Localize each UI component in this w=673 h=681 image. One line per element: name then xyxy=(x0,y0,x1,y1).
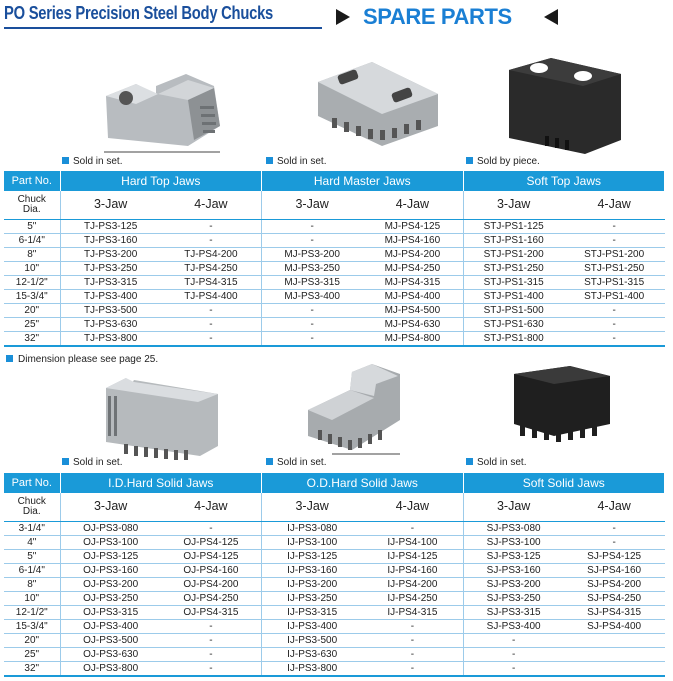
jaw-subheader-row xyxy=(4,191,665,219)
caption-sold-in-set: Sold in set. xyxy=(62,457,122,468)
part-number-cell: TJ-PS4-250 xyxy=(161,261,262,275)
part-number-cell: MJ-PS4-800 xyxy=(362,331,463,346)
chuck-dia-cell: 32" xyxy=(4,331,60,346)
soft-solid-jaw-image xyxy=(510,362,614,446)
part-number-cell: - xyxy=(564,535,665,549)
part-number-cell: MJ-PS4-250 xyxy=(362,261,463,275)
table-row xyxy=(4,633,665,647)
hard-top-jaw-image xyxy=(96,66,230,156)
part-number-cell: TJ-PS4-315 xyxy=(161,275,262,289)
jaw-label: 4-Jaw xyxy=(564,493,665,521)
part-number-cell: SJ-PS3-125 xyxy=(463,549,564,563)
table-row xyxy=(4,233,665,247)
part-number-cell: IJ-PS4-315 xyxy=(362,605,463,619)
jaw-label: 3-Jaw xyxy=(60,493,161,521)
part-number-cell: - xyxy=(161,331,262,346)
jaw-label: 3-Jaw xyxy=(262,493,363,521)
part-number-cell: OJ-PS4-125 xyxy=(161,549,262,563)
table-row xyxy=(4,275,665,289)
chuck-dia-cell: 20" xyxy=(4,303,60,317)
part-number-cell: - xyxy=(564,303,665,317)
part-number-cell: MJ-PS3-200 xyxy=(262,247,363,261)
part-number-cell: MJ-PS3-315 xyxy=(262,275,363,289)
part-number-cell: IJ-PS4-125 xyxy=(362,549,463,563)
jaw-label: 4-Jaw xyxy=(362,493,463,521)
part-number-cell: - xyxy=(362,647,463,661)
table-row xyxy=(4,661,665,676)
part-number-cell: SJ-PS4-250 xyxy=(564,591,665,605)
part-number-cell: SJ-PS4-125 xyxy=(564,549,665,563)
chuck-dia-header: Chuck Dia. xyxy=(4,493,60,521)
caption-sold-in-set: Sold in set. xyxy=(466,457,526,468)
part-number-cell: SJ-PS3-100 xyxy=(463,535,564,549)
bullet-square-icon xyxy=(266,458,273,465)
title-underline xyxy=(4,27,322,29)
part-number-cell: - xyxy=(362,521,463,535)
chuck-dia-cell: 15-3/4" xyxy=(4,289,60,303)
part-number-cell: IJ-PS3-160 xyxy=(262,563,363,577)
part-number-cell: SJ-PS3-400 xyxy=(463,619,564,633)
table-header-row xyxy=(4,473,665,493)
arrow-left-icon xyxy=(544,9,558,25)
group-header: O.D.Hard Solid Jaws xyxy=(262,473,464,493)
part-number-cell xyxy=(564,661,665,676)
part-number-cell: STJ-PS1-160 xyxy=(463,233,564,247)
part-number-cell: - xyxy=(564,317,665,331)
part-number-cell: IJ-PS4-160 xyxy=(362,563,463,577)
part-number-cell: OJ-PS4-160 xyxy=(161,563,262,577)
part-number-cell: OJ-PS3-100 xyxy=(60,535,161,549)
part-number-cell: SJ-PS4-160 xyxy=(564,563,665,577)
part-number-cell: OJ-PS3-080 xyxy=(60,521,161,535)
part-number-cell: SJ-PS4-200 xyxy=(564,577,665,591)
part-number-cell: SJ-PS3-080 xyxy=(463,521,564,535)
part-number-cell: - xyxy=(161,317,262,331)
part-number-cell: TJ-PS3-630 xyxy=(60,317,161,331)
part-number-cell: IJ-PS3-125 xyxy=(262,549,363,563)
part-number-cell: - xyxy=(161,661,262,676)
table-header-row xyxy=(4,171,665,191)
part-number-cell: IJ-PS3-400 xyxy=(262,619,363,633)
part-number-cell: STJ-PS1-250 xyxy=(463,261,564,275)
part-number-cell: - xyxy=(564,219,665,233)
part-number-cell: IJ-PS3-250 xyxy=(262,591,363,605)
part-number-cell: IJ-PS4-200 xyxy=(362,577,463,591)
part-number-cell: TJ-PS3-400 xyxy=(60,289,161,303)
part-number-cell: OJ-PS3-800 xyxy=(60,661,161,676)
part-number-cell: OJ-PS4-125 xyxy=(161,535,262,549)
part-number-cell: SJ-PS3-200 xyxy=(463,577,564,591)
chuck-dia-cell: 3-1/4" xyxy=(4,521,60,535)
part-number-cell: OJ-PS3-160 xyxy=(60,563,161,577)
part-number-cell: - xyxy=(161,619,262,633)
part-number-cell: - xyxy=(362,633,463,647)
chuck-dia-cell: 4" xyxy=(4,535,60,549)
part-number-cell: - xyxy=(262,317,363,331)
group-header: Soft Top Jaws xyxy=(463,171,665,191)
page-subtitle: SPARE PARTS xyxy=(363,4,512,29)
jaw-label: 3-Jaw xyxy=(463,493,564,521)
part-no-header: Part No. xyxy=(4,473,60,493)
chuck-dia-cell: 32" xyxy=(4,661,60,676)
part-number-cell: - xyxy=(161,521,262,535)
jaw-label: 4-Jaw xyxy=(161,493,262,521)
page-title: PO Series Precision Steel Body Chucks xyxy=(4,3,273,23)
table-row xyxy=(4,219,665,233)
group-header: Hard Top Jaws xyxy=(60,171,262,191)
chuck-dia-cell: 25" xyxy=(4,317,60,331)
part-number-cell: TJ-PS3-125 xyxy=(60,219,161,233)
part-number-cell: IJ-PS3-100 xyxy=(262,535,363,549)
table-row xyxy=(4,591,665,605)
part-number-cell: MJ-PS4-500 xyxy=(362,303,463,317)
part-number-cell: STJ-PS1-125 xyxy=(463,219,564,233)
part-number-cell: - xyxy=(262,233,363,247)
caption-sold-in-set: Sold in set. xyxy=(266,156,326,167)
group-header: Hard Master Jaws xyxy=(262,171,464,191)
caption-sold-in-set: Sold in set. xyxy=(62,156,122,167)
jaw-label: 3-Jaw xyxy=(262,191,363,219)
part-number-cell: MJ-PS4-630 xyxy=(362,317,463,331)
part-number-cell: OJ-PS4-315 xyxy=(161,605,262,619)
part-number-cell: - xyxy=(262,219,363,233)
group-header: I.D.Hard Solid Jaws xyxy=(60,473,262,493)
part-number-cell: SJ-PS4-315 xyxy=(564,605,665,619)
part-number-cell: - xyxy=(161,647,262,661)
bullet-square-icon xyxy=(62,458,69,465)
part-number-cell: - xyxy=(463,633,564,647)
part-number-cell: STJ-PS1-500 xyxy=(463,303,564,317)
table-row xyxy=(4,303,665,317)
table-row xyxy=(4,289,665,303)
part-number-cell: OJ-PS3-400 xyxy=(60,619,161,633)
chuck-dia-cell: 10" xyxy=(4,261,60,275)
part-number-cell: OJ-PS3-250 xyxy=(60,591,161,605)
jaw-label: 3-Jaw xyxy=(60,191,161,219)
part-number-cell: IJ-PS3-200 xyxy=(262,577,363,591)
bullet-square-icon xyxy=(266,157,273,164)
part-number-cell: STJ-PS1-400 xyxy=(564,289,665,303)
part-number-cell: STJ-PS1-315 xyxy=(463,275,564,289)
part-number-cell: - xyxy=(564,521,665,535)
part-number-cell: OJ-PS3-500 xyxy=(60,633,161,647)
chuck-dia-cell: 8" xyxy=(4,247,60,261)
table-row xyxy=(4,647,665,661)
part-number-cell: - xyxy=(161,633,262,647)
part-number-cell: SJ-PS3-160 xyxy=(463,563,564,577)
top-table-body xyxy=(4,219,665,346)
solid-jaws-table xyxy=(4,473,665,677)
table-row xyxy=(4,549,665,563)
part-number-cell: STJ-PS1-200 xyxy=(564,247,665,261)
chuck-dia-cell: 5" xyxy=(4,219,60,233)
part-number-cell: TJ-PS3-250 xyxy=(60,261,161,275)
part-number-cell: TJ-PS3-160 xyxy=(60,233,161,247)
chuck-dia-cell: 10" xyxy=(4,591,60,605)
part-number-cell: IJ-PS3-630 xyxy=(262,647,363,661)
part-number-cell xyxy=(564,633,665,647)
part-number-cell: OJ-PS3-315 xyxy=(60,605,161,619)
part-number-cell: - xyxy=(161,303,262,317)
soft-top-jaw-image xyxy=(503,54,625,158)
part-number-cell: IJ-PS3-315 xyxy=(262,605,363,619)
caption-sold-by-piece: Sold by piece. xyxy=(466,156,540,167)
part-number-cell: TJ-PS3-315 xyxy=(60,275,161,289)
table-row xyxy=(4,247,665,261)
part-number-cell: STJ-PS1-800 xyxy=(463,331,564,346)
bullet-square-icon xyxy=(62,157,69,164)
part-number-cell: - xyxy=(362,619,463,633)
part-no-header: Part No. xyxy=(4,171,60,191)
jaw-label: 3-Jaw xyxy=(463,191,564,219)
part-number-cell: MJ-PS4-160 xyxy=(362,233,463,247)
part-number-cell: OJ-PS4-250 xyxy=(161,591,262,605)
table-row xyxy=(4,535,665,549)
part-number-cell: TJ-PS4-200 xyxy=(161,247,262,261)
id-hard-solid-jaw-image xyxy=(100,372,222,462)
solid-table-body xyxy=(4,521,665,676)
jaw-label: 4-Jaw xyxy=(161,191,262,219)
chuck-dia-cell: 15-3/4" xyxy=(4,619,60,633)
part-number-cell: MJ-PS3-250 xyxy=(262,261,363,275)
part-number-cell: TJ-PS4-400 xyxy=(161,289,262,303)
part-number-cell: TJ-PS3-500 xyxy=(60,303,161,317)
part-number-cell: - xyxy=(161,233,262,247)
part-number-cell: MJ-PS4-400 xyxy=(362,289,463,303)
part-number-cell: - xyxy=(362,661,463,676)
od-hard-solid-jaw-image xyxy=(302,360,404,456)
table-row xyxy=(4,563,665,577)
part-number-cell: OJ-PS4-200 xyxy=(161,577,262,591)
part-number-cell: MJ-PS4-315 xyxy=(362,275,463,289)
part-number-cell: - xyxy=(463,647,564,661)
part-number-cell: STJ-PS1-250 xyxy=(564,261,665,275)
chuck-dia-cell: 6-1/4" xyxy=(4,563,60,577)
bullet-square-icon xyxy=(466,157,473,164)
chuck-dia-header: Chuck Dia. xyxy=(4,191,60,219)
part-number-cell: TJ-PS3-200 xyxy=(60,247,161,261)
part-number-cell: - xyxy=(262,331,363,346)
part-number-cell: - xyxy=(262,303,363,317)
bullet-square-icon xyxy=(466,458,473,465)
part-number-cell: - xyxy=(463,661,564,676)
caption-sold-in-set: Sold in set. xyxy=(266,457,326,468)
table-row xyxy=(4,605,665,619)
chuck-dia-cell: 6-1/4" xyxy=(4,233,60,247)
dimension-note: Dimension please see page 25. xyxy=(6,354,158,365)
table-row xyxy=(4,317,665,331)
part-number-cell: IJ-PS4-100 xyxy=(362,535,463,549)
part-number-cell: OJ-PS3-630 xyxy=(60,647,161,661)
part-number-cell: STJ-PS1-630 xyxy=(463,317,564,331)
chuck-dia-cell: 20" xyxy=(4,633,60,647)
part-number-cell: SJ-PS4-400 xyxy=(564,619,665,633)
top-jaws-table xyxy=(4,171,665,347)
part-number-cell: - xyxy=(564,331,665,346)
part-number-cell: IJ-PS3-080 xyxy=(262,521,363,535)
table-row xyxy=(4,261,665,275)
hard-master-jaw-image xyxy=(312,56,444,148)
part-number-cell: IJ-PS3-500 xyxy=(262,633,363,647)
part-number-cell: - xyxy=(564,233,665,247)
table-row xyxy=(4,331,665,346)
bullet-square-icon xyxy=(6,355,13,362)
jaw-label: 4-Jaw xyxy=(362,191,463,219)
table-row xyxy=(4,521,665,535)
chuck-dia-cell: 25" xyxy=(4,647,60,661)
table-row xyxy=(4,619,665,633)
jaw-subheader-row xyxy=(4,493,665,521)
part-number-cell: - xyxy=(161,219,262,233)
part-number-cell: STJ-PS1-200 xyxy=(463,247,564,261)
part-number-cell: STJ-PS1-315 xyxy=(564,275,665,289)
part-number-cell: MJ-PS3-400 xyxy=(262,289,363,303)
part-number-cell: IJ-PS4-250 xyxy=(362,591,463,605)
part-number-cell: STJ-PS1-400 xyxy=(463,289,564,303)
part-number-cell: OJ-PS3-125 xyxy=(60,549,161,563)
table-row xyxy=(4,577,665,591)
chuck-dia-cell: 12-1/2" xyxy=(4,275,60,289)
part-number-cell: TJ-PS3-800 xyxy=(60,331,161,346)
arrow-right-icon xyxy=(336,9,350,25)
part-number-cell: SJ-PS3-250 xyxy=(463,591,564,605)
page-header xyxy=(4,3,670,33)
part-number-cell: MJ-PS4-200 xyxy=(362,247,463,261)
part-number-cell: MJ-PS4-125 xyxy=(362,219,463,233)
chuck-dia-cell: 12-1/2" xyxy=(4,605,60,619)
group-header: Soft Solid Jaws xyxy=(463,473,665,493)
part-number-cell xyxy=(564,647,665,661)
part-number-cell: SJ-PS3-315 xyxy=(463,605,564,619)
part-number-cell: IJ-PS3-800 xyxy=(262,661,363,676)
chuck-dia-cell: 5" xyxy=(4,549,60,563)
jaw-label: 4-Jaw xyxy=(564,191,665,219)
part-number-cell: OJ-PS3-200 xyxy=(60,577,161,591)
chuck-dia-cell: 8" xyxy=(4,577,60,591)
